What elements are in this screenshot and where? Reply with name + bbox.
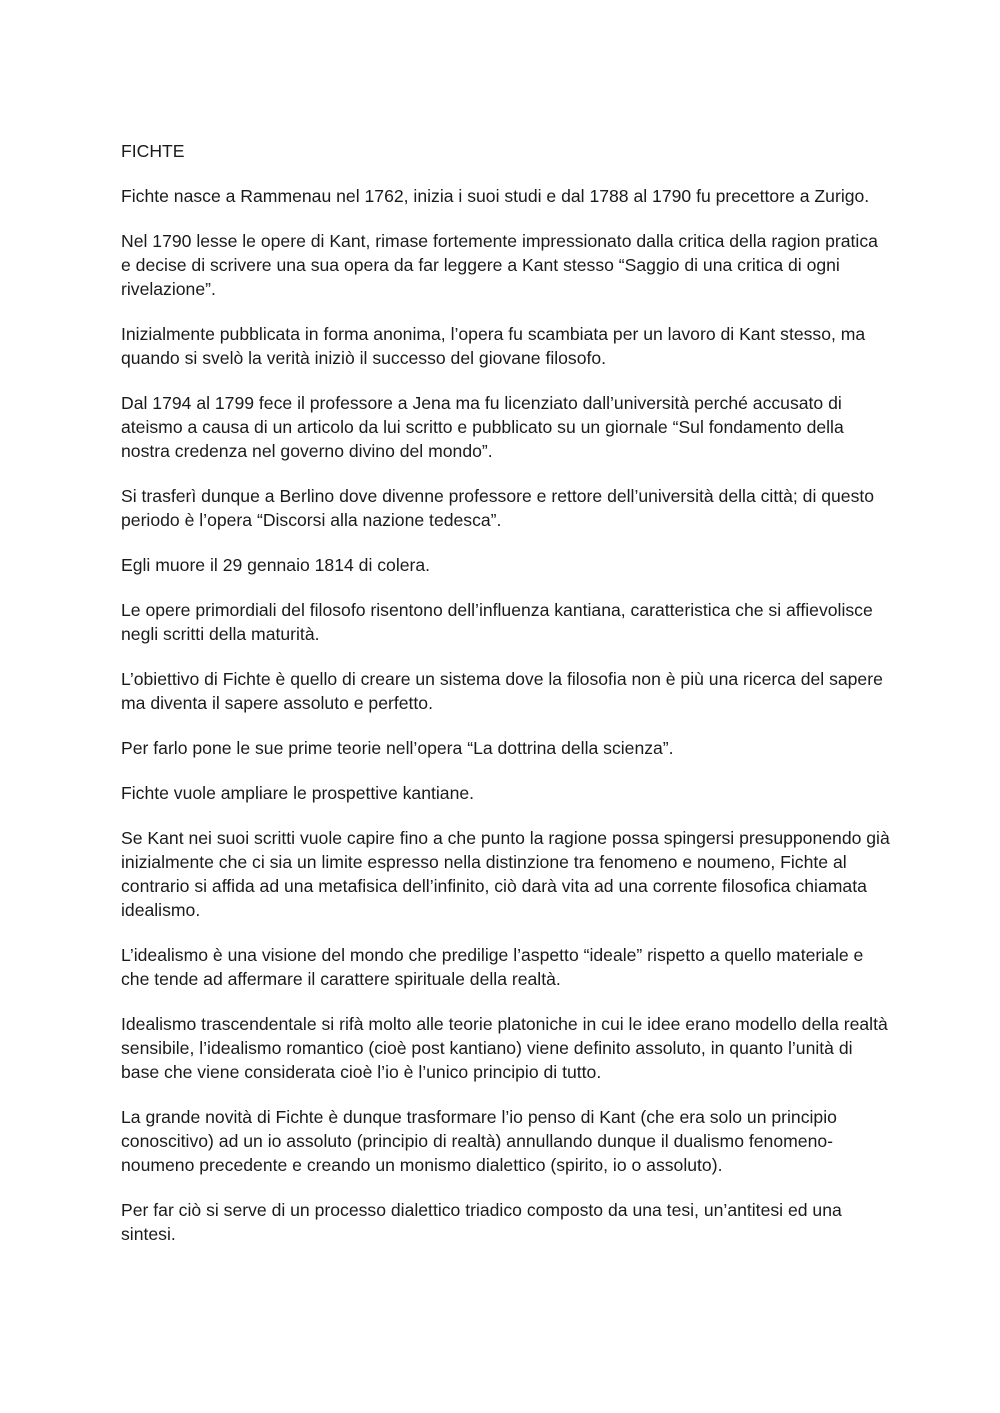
document-body: [121, 139, 891, 1267]
paragraph: L’idealismo è una visione del mondo che predilige l’aspetto “ideale” rispetto a quello materiale e che tende ad affermare il carattere spirituale della realtà.: [121, 945, 864, 989]
paragraph: Dal 1794 al 1799 fece il professore a Jena ma fu licenziato dall’università perché accusato di ateismo a causa di un articolo da lui scritto e pubblicato su un giornale “Sul fondamento della nostra credenza nel governo divino del mondo”.: [121, 393, 844, 461]
paragraph: Nel 1790 lesse le opere di Kant, rimase fortemente impressionato dalla critica della ragion pratica e decise di scrivere una sua opera da far leggere a Kant stesso “Saggio di una critica di ogni rivelazione”.: [121, 231, 878, 299]
paragraph: Per far ciò si serve di un processo dialettico triadico composto da una tesi, un’antitesi ed una sintesi.: [121, 1200, 842, 1244]
document-title: FICHTE: [121, 141, 185, 161]
paragraph: Se Kant nei suoi scritti vuole capire fino a che punto la ragione possa spingersi presupponendo già inizialmente che ci sia un limite espresso nella distinzione tra fenomeno e noumeno, Fichte al contrario si affida ad una metafisica dell’infinito, ciò darà vita ad una corrente filosofica chiamata idealismo.: [121, 828, 890, 920]
paragraph: Inizialmente pubblicata in forma anonima, l’opera fu scambiata per un lavoro di Kant stesso, ma quando si svelò la verità iniziò il successo del giovane filosofo.: [121, 324, 866, 368]
paragraph: Per farlo pone le sue prime teorie nell’opera “La dottrina della scienza”.: [121, 738, 674, 758]
paragraph: Fichte nasce a Rammenau nel 1762, inizia i suoi studi e dal 1788 al 1790 fu precettore a Zurigo.: [121, 186, 870, 206]
paragraph: Fichte vuole ampliare le prospettive kantiane.: [121, 783, 475, 803]
paragraph: Le opere primordiali del filosofo risentono dell’influenza kantiana, caratteristica che si affievolisce negli scritti della maturità.: [121, 600, 873, 644]
paragraph: L’obiettivo di Fichte è quello di creare un sistema dove la filosofia non è più una ricerca del sapere ma diventa il sapere assoluto e perfetto.: [121, 669, 883, 713]
paragraph: Idealismo trascendentale si rifà molto alle teorie platoniche in cui le idee erano modello della realtà sensibile, l’idealismo romantico (cioè post kantiano) viene definito assoluto, in quanto l’unità di base che viene considerata cioè l’io è l’unico principio di tutto.: [121, 1014, 888, 1082]
paragraph: Egli muore il 29 gennaio 1814 di colera.: [121, 555, 431, 575]
paragraph: La grande novità di Fichte è dunque trasformare l’io penso di Kant (che era solo un principio conoscitivo) ad un io assoluto (principio di realtà) annullando dunque il dualismo fenomeno-noumeno precedente e creando un monismo dialettico (spirito, io o assoluto).: [121, 1107, 837, 1175]
paragraph: Si trasferì dunque a Berlino dove divenne professore e rettore dell’università della città; di questo periodo è l’opera “Discorsi alla nazione tedesca”.: [121, 486, 875, 530]
